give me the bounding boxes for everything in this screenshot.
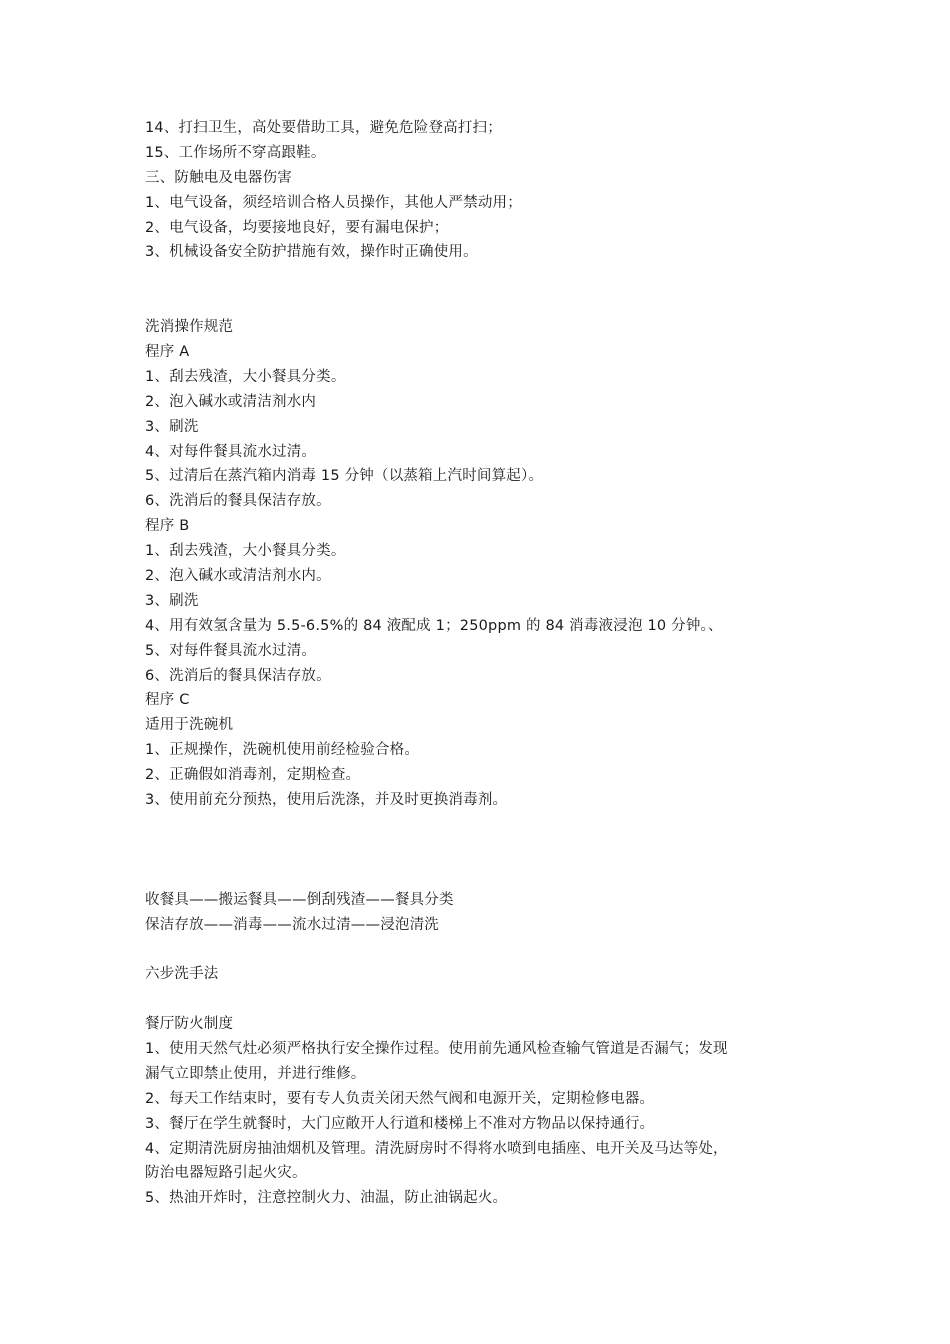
text-line: 六步洗手法	[145, 966, 219, 983]
text-line: 5、热油开炸时，注意控制火力、油温，防止油锅起火。	[145, 1190, 508, 1207]
blank-line	[145, 838, 815, 863]
text-line: 收餐具——搬运餐具——倒刮残渣——餐具分类	[145, 891, 454, 908]
text-line: 适用于洗碗机	[145, 717, 234, 734]
text-line: 2、正确假如消毒剂，定期检查。	[145, 767, 361, 784]
text-line: 3、刷洗	[145, 592, 199, 609]
text-line: 洗消操作规范	[145, 319, 234, 336]
text-line: 1、刮去残渣，大小餐具分类。	[145, 368, 346, 385]
document-body	[145, 116, 815, 1211]
text-line: 2、泡入碱水或清洁剂水内	[145, 393, 317, 410]
blank-line	[145, 987, 815, 1012]
blank-line	[145, 265, 815, 290]
text-line: 三、防触电及电器伤害	[145, 169, 292, 186]
text-line: 3、餐厅在学生就餐时，大门应敞开人行道和楼梯上不准对方物品以保持通行。	[145, 1115, 655, 1132]
text-line: 1、刮去残渣，大小餐具分类。	[145, 543, 346, 560]
text-line: 2、每天工作结束时，要有专人负责关闭天然气阀和电源开关，定期检修电器。	[145, 1090, 655, 1107]
text-line: 程序 C	[145, 692, 190, 709]
text-line: 4、对每件餐具流水过清。	[145, 443, 317, 460]
text-line: 防治电器短路引起火灾。	[145, 1165, 307, 1182]
text-line: 3、使用前充分预热，使用后洗涤，并及时更换消毒剂。	[145, 792, 508, 809]
blank-line	[145, 937, 815, 962]
text-line: 5、对每件餐具流水过清。	[145, 642, 317, 659]
text-line: 餐厅防火制度	[145, 1016, 234, 1033]
text-line: 14、打扫卫生，高处要借助工具，避免危险登高打扫；	[145, 120, 502, 136]
text-line: 3、机械设备安全防护措施有效，操作时正确使用。	[145, 244, 478, 261]
text-line: 3、刷洗	[145, 418, 199, 435]
text-line: 1、正规操作，洗碗机使用前经检验合格。	[145, 742, 420, 759]
text-line: 1、使用天然气灶必须严格执行安全操作过程。使用前先通风检查输气管道是否漏气；发现	[145, 1040, 728, 1057]
blank-line	[145, 290, 815, 315]
text-line: 4、用有效氢含量为 5.5-6.5%的 84 液配成 1；250ppm 的 84 消毒液浸泡 10 分钟。、	[145, 617, 723, 634]
text-line: 2、电气设备，均要接地良好，要有漏电保护；	[145, 219, 449, 236]
text-line: 5、过清后在蒸汽箱内消毒 15 分钟（以蒸箱上汽时间算起）。	[145, 468, 544, 485]
blank-line	[145, 863, 815, 888]
text-line: 4、定期清洗厨房抽油烟机及管理。清洗厨房时不得将水喷到电插座、电开关及马达等处，	[145, 1140, 728, 1157]
text-line: 1、电气设备，须经培训合格人员操作，其他人严禁动用；	[145, 194, 522, 211]
text-line: 漏气立即禁止使用，并进行维修。	[145, 1065, 366, 1082]
text-line: 程序 B	[145, 518, 190, 535]
text-line: 6、洗消后的餐具保洁存放。	[145, 667, 331, 684]
text-line: 2、泡入碱水或清洁剂水内。	[145, 568, 331, 585]
text-line: 保洁存放——消毒——流水过清——浸泡清洗	[145, 916, 439, 933]
text-line: 6、洗消后的餐具保洁存放。	[145, 493, 331, 510]
blank-line	[145, 813, 815, 838]
text-line: 15、工作场所不穿高跟鞋。	[145, 144, 326, 161]
text-line: 程序 A	[145, 344, 190, 361]
